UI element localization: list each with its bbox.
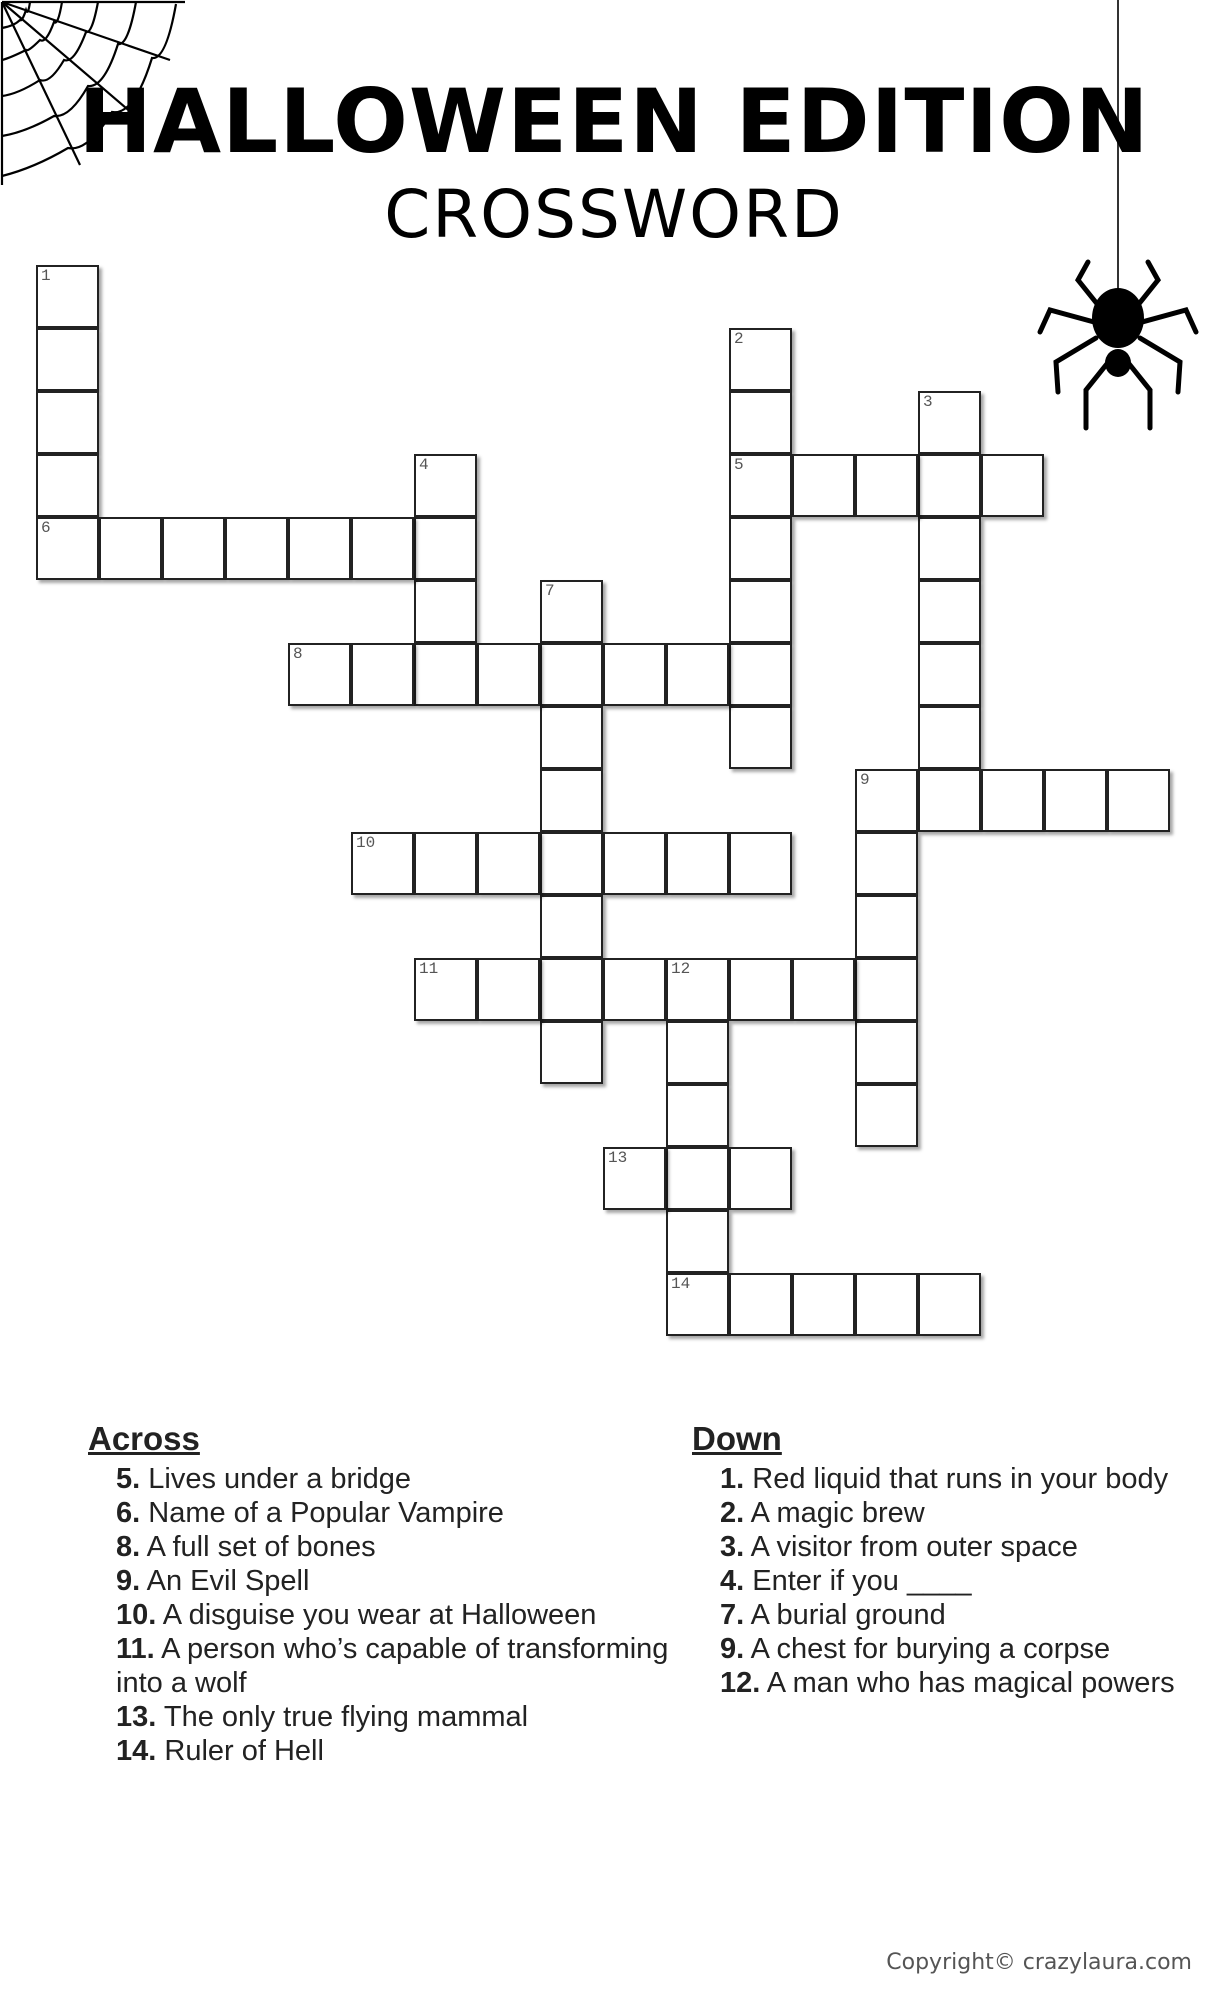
crossword-cell[interactable] xyxy=(729,328,792,391)
clue-number: 12. xyxy=(720,1667,761,1699)
crossword-cell[interactable] xyxy=(729,706,792,769)
crossword-cell[interactable] xyxy=(729,643,792,706)
crossword-cell[interactable] xyxy=(603,832,666,895)
down-clues xyxy=(692,1420,1212,1700)
cell-number: 4 xyxy=(419,456,429,474)
across-clue xyxy=(116,1598,688,1632)
crossword-cell[interactable] xyxy=(729,580,792,643)
crossword-cell[interactable] xyxy=(540,895,603,958)
clue-text: The only true flying mammal xyxy=(156,1701,529,1733)
crossword-cell[interactable] xyxy=(918,643,981,706)
crossword-cell[interactable] xyxy=(729,832,792,895)
crossword-cell[interactable] xyxy=(918,391,981,454)
crossword-cell[interactable] xyxy=(918,580,981,643)
crossword-cell[interactable] xyxy=(729,1273,792,1336)
cell-number: 11 xyxy=(419,960,439,978)
crossword-cell[interactable] xyxy=(540,1021,603,1084)
crossword-cell[interactable] xyxy=(918,517,981,580)
crossword-cell[interactable] xyxy=(729,454,792,517)
crossword-cell[interactable] xyxy=(918,454,981,517)
crossword-cell[interactable] xyxy=(351,832,414,895)
crossword-cell[interactable] xyxy=(477,832,540,895)
clue-number: 7. xyxy=(720,1599,745,1631)
clue-number: 6. xyxy=(116,1497,141,1529)
crossword-cell[interactable] xyxy=(666,1084,729,1147)
clue-text: Lives under a bridge xyxy=(140,1463,412,1495)
clue-text: Enter if you ____ xyxy=(744,1565,972,1597)
page-subtitle: CROSSWORD xyxy=(384,176,844,253)
crossword-cell[interactable] xyxy=(1107,769,1170,832)
crossword-cell[interactable] xyxy=(603,1147,666,1210)
clue-number: 9. xyxy=(720,1633,745,1665)
crossword-cell[interactable] xyxy=(540,580,603,643)
cell-number: 12 xyxy=(671,960,691,978)
crossword-cell[interactable] xyxy=(36,265,99,328)
crossword-cell[interactable] xyxy=(918,706,981,769)
crossword-cell[interactable] xyxy=(666,958,729,1021)
clue-number: 1. xyxy=(720,1463,745,1495)
clue-number: 3. xyxy=(720,1531,745,1563)
crossword-cell[interactable] xyxy=(414,517,477,580)
crossword-cell[interactable] xyxy=(288,517,351,580)
clue-number: 13. xyxy=(116,1701,157,1733)
crossword-cell[interactable] xyxy=(540,643,603,706)
crossword-cell[interactable] xyxy=(414,643,477,706)
clue-number: 14. xyxy=(116,1735,157,1767)
crossword-cell[interactable] xyxy=(540,958,603,1021)
across-clue xyxy=(116,1462,688,1496)
crossword-cell[interactable] xyxy=(918,1273,981,1336)
clue-text: A visitor from outer space xyxy=(744,1531,1078,1563)
clue-text: A person who’s capable of transforming xyxy=(154,1633,669,1665)
cell-number: 8 xyxy=(293,645,303,663)
crossword-cell[interactable] xyxy=(414,454,477,517)
crossword-cell[interactable] xyxy=(666,1147,729,1210)
crossword-cell[interactable] xyxy=(729,958,792,1021)
cell-number: 13 xyxy=(608,1149,628,1167)
crossword-cell[interactable] xyxy=(603,643,666,706)
across-clue xyxy=(116,1700,688,1734)
crossword-cell[interactable] xyxy=(540,832,603,895)
clue-number: 8. xyxy=(116,1531,141,1563)
clue-text: A full set of bones xyxy=(140,1531,376,1563)
across-heading: Across xyxy=(88,1420,200,1457)
crossword-cell[interactable] xyxy=(981,454,1044,517)
crossword-cell[interactable] xyxy=(225,517,288,580)
cell-number: 5 xyxy=(734,456,744,474)
crossword-cell[interactable] xyxy=(855,1084,918,1147)
crossword-cell[interactable] xyxy=(666,1273,729,1336)
clue-number: 11. xyxy=(116,1633,155,1665)
cell-number: 1 xyxy=(41,267,51,285)
across-clues xyxy=(88,1420,688,1768)
crossword-cell[interactable] xyxy=(855,454,918,517)
clue-text: Name of a Popular Vampire xyxy=(140,1497,504,1529)
crossword-cell[interactable] xyxy=(288,643,351,706)
down-clue xyxy=(720,1632,1212,1666)
crossword-cell[interactable] xyxy=(36,328,99,391)
crossword-cell[interactable] xyxy=(792,1273,855,1336)
crossword-cell[interactable] xyxy=(855,1021,918,1084)
clue-text: A chest for burying a corpse xyxy=(744,1633,1111,1665)
cell-number: 10 xyxy=(356,834,376,852)
clue-text: A magic brew xyxy=(744,1497,925,1529)
cell-number: 9 xyxy=(860,771,870,789)
crossword-cell[interactable] xyxy=(666,643,729,706)
crossword-cell[interactable] xyxy=(351,643,414,706)
down-clue xyxy=(720,1666,1212,1700)
down-clue xyxy=(720,1564,1212,1598)
crossword-cell[interactable] xyxy=(477,643,540,706)
crossword-cell[interactable] xyxy=(36,454,99,517)
crossword-cell[interactable] xyxy=(855,769,918,832)
cell-number: 3 xyxy=(923,393,933,411)
clue-number: 5. xyxy=(116,1463,141,1495)
crossword-cell[interactable] xyxy=(666,832,729,895)
crossword-cell[interactable] xyxy=(540,706,603,769)
down-clue xyxy=(720,1462,1212,1496)
cell-number: 7 xyxy=(545,582,555,600)
crossword-cell[interactable] xyxy=(414,832,477,895)
clue-number: 4. xyxy=(720,1565,745,1597)
clue-number: 10. xyxy=(116,1599,157,1631)
crossword-cell[interactable] xyxy=(729,517,792,580)
down-clue xyxy=(720,1496,1212,1530)
crossword-cell[interactable] xyxy=(918,769,981,832)
crossword-cell[interactable] xyxy=(99,517,162,580)
clue-text-continued: into a wolf xyxy=(116,1667,247,1699)
crossword-cell[interactable] xyxy=(792,454,855,517)
across-clue xyxy=(116,1496,688,1530)
crossword-cell[interactable] xyxy=(351,517,414,580)
clue-number: 9. xyxy=(116,1565,141,1597)
cell-number: 2 xyxy=(734,330,744,348)
across-clue xyxy=(116,1734,688,1768)
across-clue xyxy=(116,1530,688,1564)
copyright-text: Copyright© crazylaura.com xyxy=(886,1950,1192,1975)
cell-number: 14 xyxy=(671,1275,691,1293)
across-clue xyxy=(116,1564,688,1598)
crossword-cell[interactable] xyxy=(855,895,918,958)
crossword-cell[interactable] xyxy=(603,958,666,1021)
down-clue xyxy=(720,1530,1212,1564)
page-title: HALLOWEEN EDITION xyxy=(78,70,1150,173)
crossword-cell[interactable] xyxy=(36,517,99,580)
down-heading: Down xyxy=(692,1420,782,1457)
crossword-cell[interactable] xyxy=(855,832,918,895)
clue-text: An Evil Spell xyxy=(140,1565,310,1597)
crossword-cell[interactable] xyxy=(414,958,477,1021)
clue-text: Red liquid that runs in your body xyxy=(744,1463,1169,1495)
crossword-cell[interactable] xyxy=(855,1273,918,1336)
crossword-cell[interactable] xyxy=(792,958,855,1021)
across-clue xyxy=(116,1632,688,1666)
down-clue xyxy=(720,1598,1212,1632)
crossword-cell[interactable] xyxy=(414,580,477,643)
crossword-cell[interactable] xyxy=(666,1021,729,1084)
crossword-cell[interactable] xyxy=(540,769,603,832)
crossword-cell[interactable] xyxy=(162,517,225,580)
clue-text: A disguise you wear at Halloween xyxy=(156,1599,597,1631)
crossword-cell[interactable] xyxy=(729,1147,792,1210)
cell-number: 6 xyxy=(41,519,51,537)
crossword-cell[interactable] xyxy=(1044,769,1107,832)
crossword-cell[interactable] xyxy=(477,958,540,1021)
crossword-cell[interactable] xyxy=(36,391,99,454)
clue-text: A man who has magical powers xyxy=(760,1667,1175,1699)
clue-number: 2. xyxy=(720,1497,745,1529)
crossword-cell[interactable] xyxy=(729,391,792,454)
crossword-cell[interactable] xyxy=(981,769,1044,832)
crossword-cell[interactable] xyxy=(666,1210,729,1273)
clue-text: Ruler of Hell xyxy=(156,1735,324,1767)
clue-text: A burial ground xyxy=(744,1599,946,1631)
crossword-cell[interactable] xyxy=(855,958,918,1021)
